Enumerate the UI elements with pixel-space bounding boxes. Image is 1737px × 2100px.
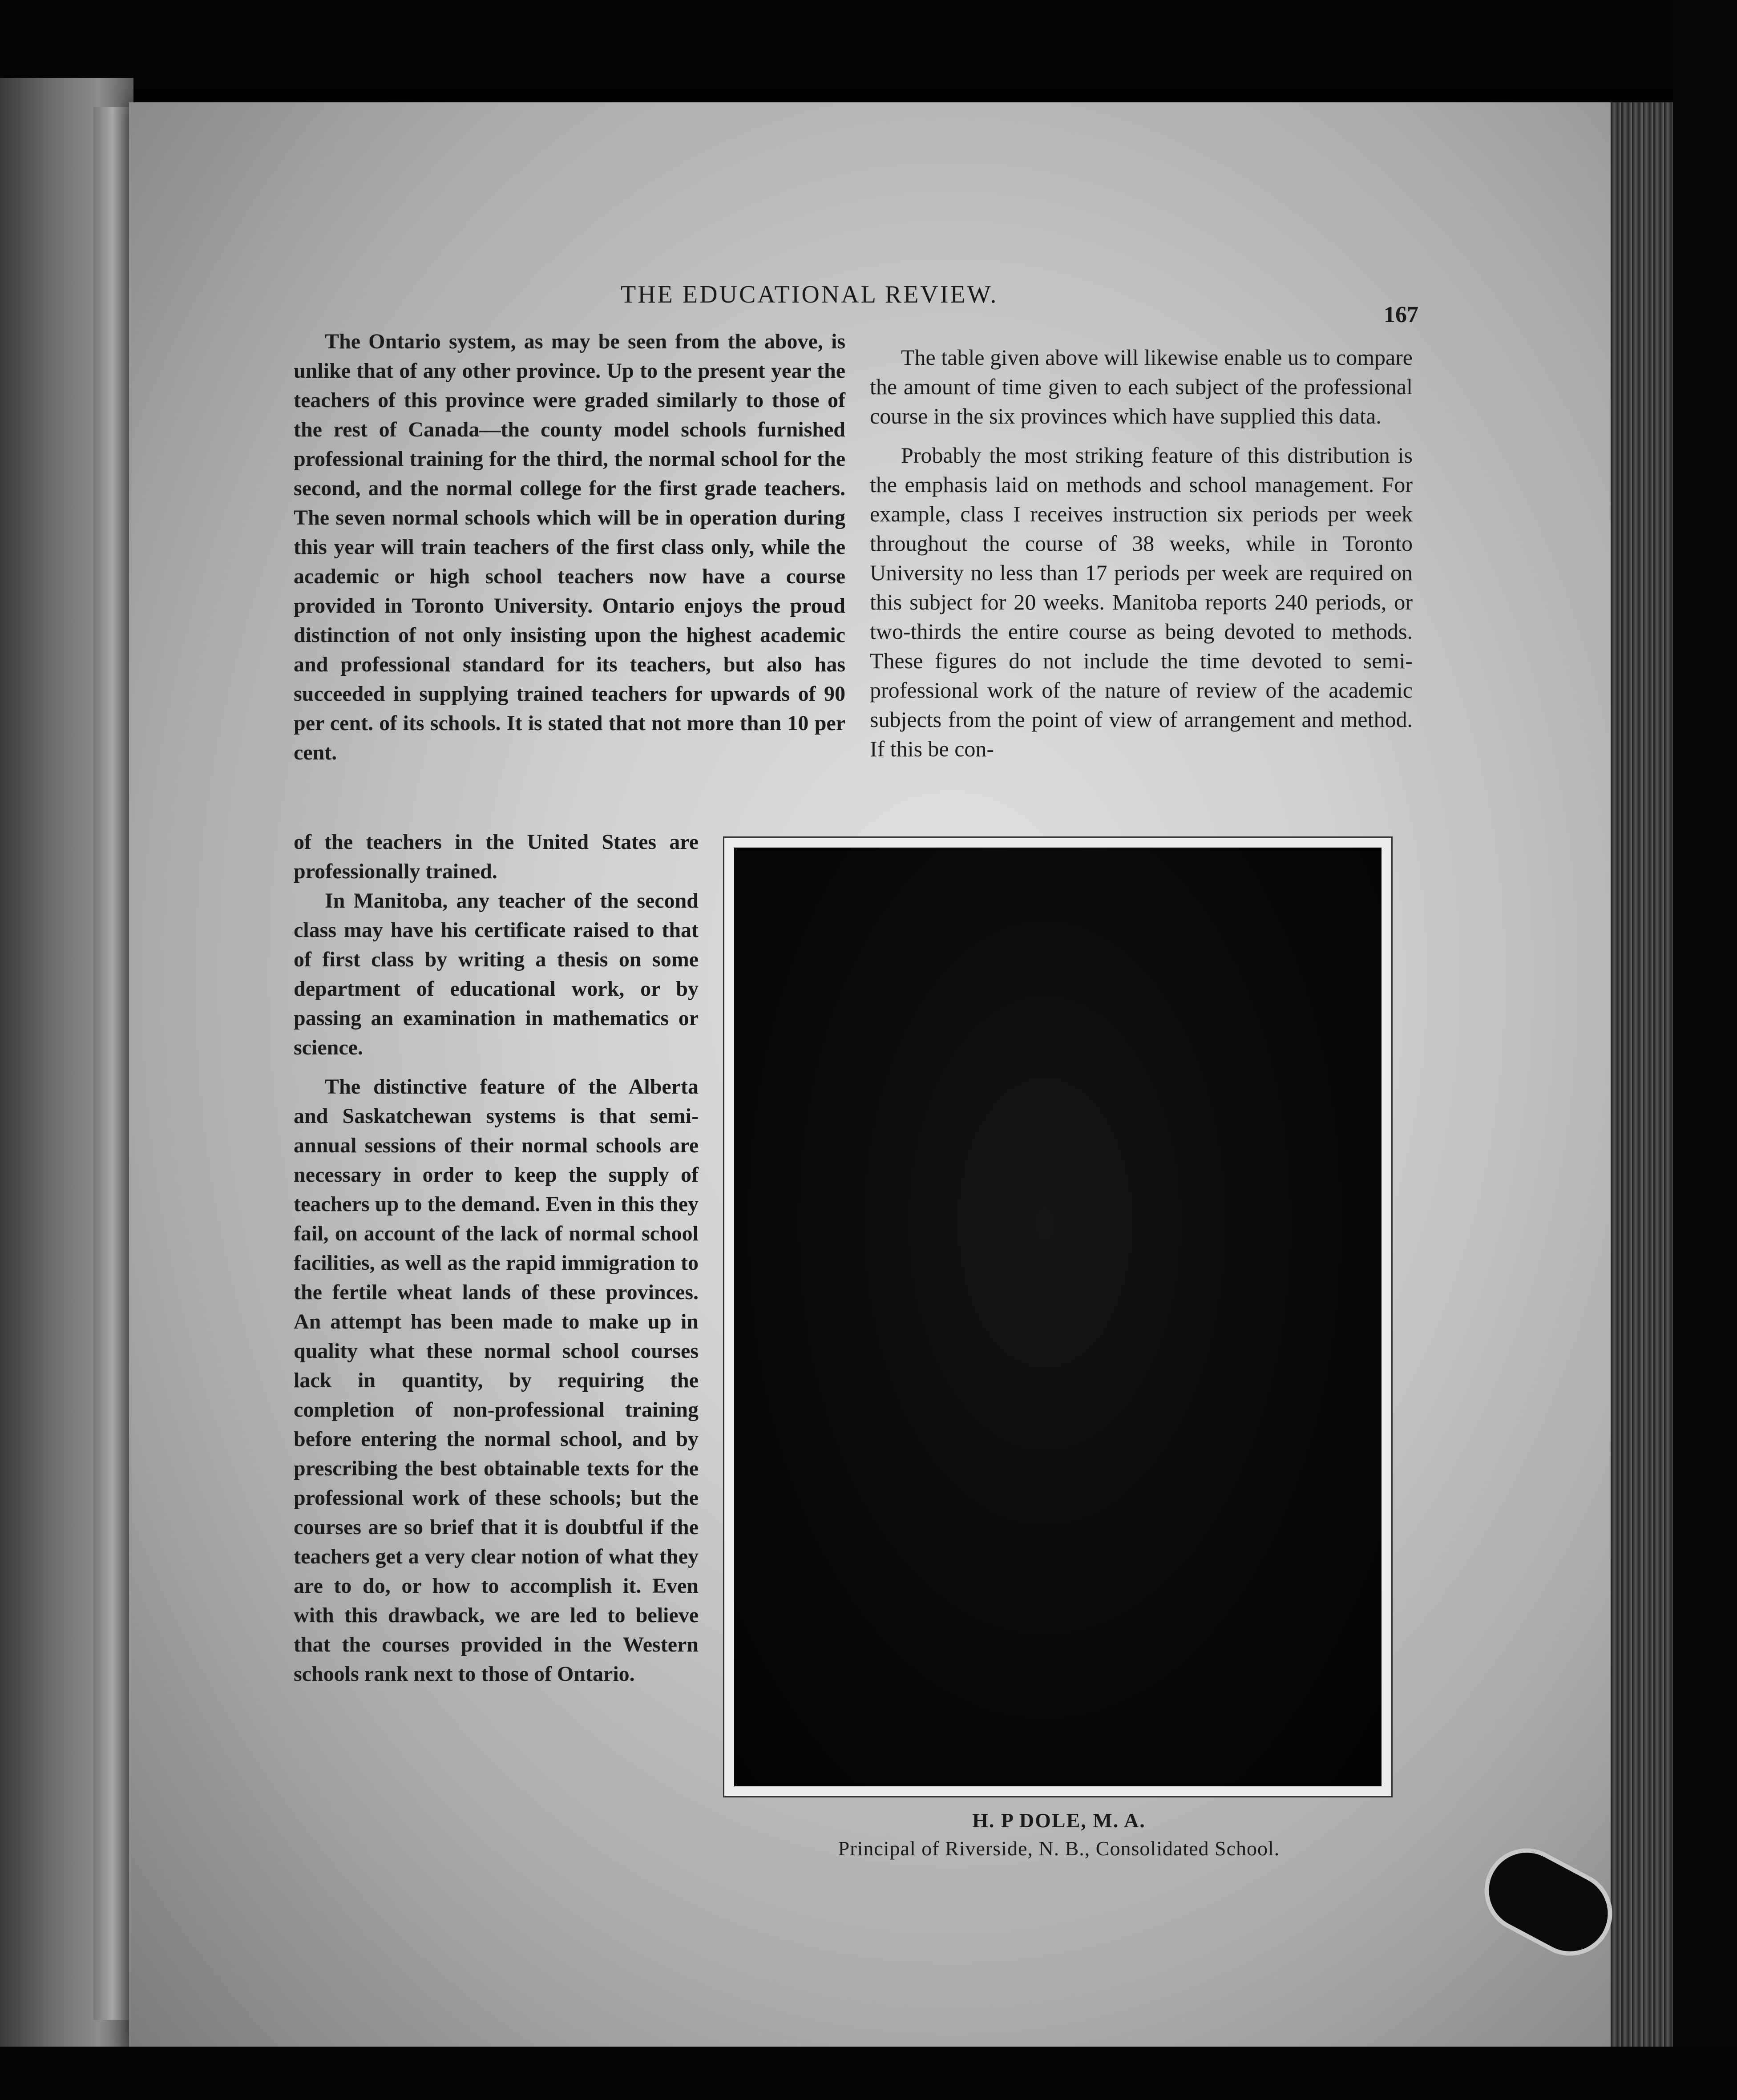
figure-caption: Principal of Riverside, N. B., Consolidated School. bbox=[838, 1837, 1280, 1860]
bottom-dark-margin bbox=[0, 2047, 1737, 2100]
page-stack-edges bbox=[1611, 102, 1673, 2051]
page-number: 167 bbox=[1384, 302, 1418, 327]
portrait-photo bbox=[734, 848, 1382, 1786]
paragraph-table-comparison: The table given above will likewise enable us to compare the amount of time given to each subject of the professional course in the six provinces which have supplied this data. bbox=[870, 345, 1413, 428]
paragraph-methods-emphasis: Probably the most striking feature of this distribution is the emphasis laid on methods and school management. For example, class I receives instruction six periods per week throughout the course of 38 weeks, while in Toronto University no less than 17 periods per week are required on this subject for 20 weeks. Manitoba reports 240 periods, or two-thirds the entire course as being devoted to methods. These figures do not include the time devoted to semi-professional work of the nature of review of the academic subjects from the point of view of arrangement and method. If this be con- bbox=[870, 443, 1413, 761]
paragraph-ontario-system: The Ontario system, as may be seen from the above, is unlike that of any other province. Up to the present year the teachers of this province were graded similarly to those of the rest of Canada—the county model schools furnished professional training for the third, the normal school for the second, and the normal college for the first grade teachers. The seven normal schools which will be in operation during this year will train teachers of the first class only, while the academic or high school teachers now have a course provided in Toronto University. Ontario enjoys the proud distinction of not only insisting upon the highest academic and professional standard for its teachers, but also has succeeded in supplying trained teachers for upwards of 90 per cent. of its schools. It is stated that not more than 10 per cent. bbox=[294, 330, 845, 764]
top-dark-margin bbox=[0, 0, 1737, 89]
paragraph-manitoba: In Manitoba, any teacher of the second class may have his certificate raised to that of first class by writing a thesis on some department of educational work, or by passing an examination in mathematics or science. bbox=[294, 889, 699, 1059]
book-binding bbox=[93, 107, 131, 2020]
running-header-title: THE EDUCATIONAL REVIEW. bbox=[621, 281, 998, 308]
left-narrow-text-column bbox=[294, 828, 699, 1689]
paragraph-united-states-continuation: of the teachers in the United States are professionally trained. bbox=[294, 830, 699, 883]
figure-person-name: H. P DOLE, M. A. bbox=[972, 1809, 1146, 1832]
left-text-column bbox=[294, 327, 845, 767]
right-text-column bbox=[870, 343, 1413, 763]
portrait-photo-frame bbox=[723, 836, 1393, 1797]
right-dark-margin bbox=[1673, 0, 1737, 2100]
paragraph-alberta-saskatchewan: The distinctive feature of the Alberta and Saskatchewan systems is that semi-annual sessions of their normal schools are necessary in order to keep the supply of teachers up to the demand. Even in this they fail, on account of the lack of normal school facilities, as well as the rapid immigration to the fertile wheat lands of these provinces. An attempt has been made to make up in quality what these normal school courses lack in quantity, by requiring the completion of non-professional training before entering the normal school, and by prescribing the best obtainable texts for the professional work of these schools; but the courses are so brief that it is doubtful if the teachers get a very clear notion of what they are to do, or how to accomplish it. Even with this drawback, we are led to believe that the courses provided in the Western schools rank next to those of Ontario. bbox=[294, 1075, 699, 1686]
